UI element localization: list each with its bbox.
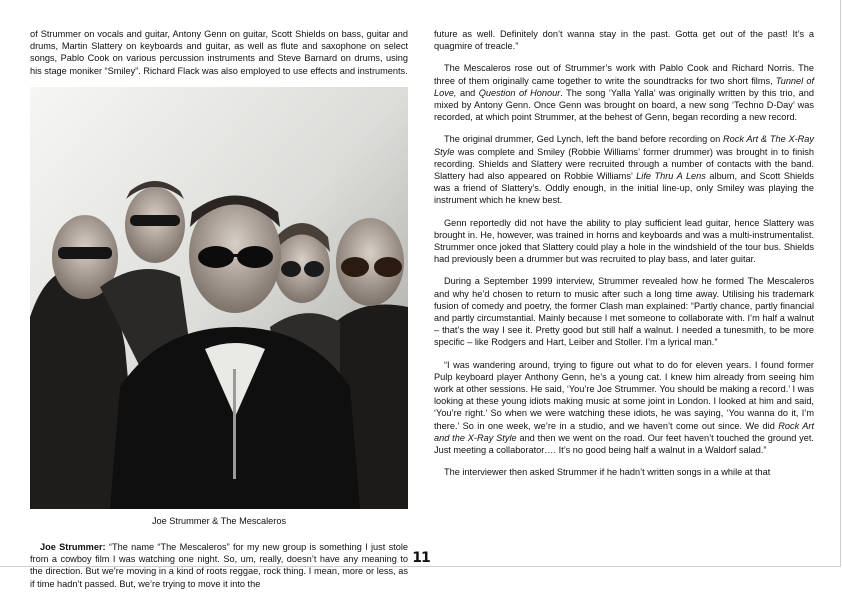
film-title-2: Question of Honour (478, 87, 561, 98)
paragraph-4: Genn reportedly did not have the ability to play sufficient lead guitar, hence Slattery was brought in. He, however, was trained in horns and keyboards and was a multi-instrumentalist. Strummer once joked that Slattery could play a hole in the windshield of the tour bus. Shields had previously been a drummer but was recruited to play bass, and later guitar. (434, 217, 814, 265)
paragraph-3-text-a: The original drummer, Ged Lynch, left the band before recording on (444, 134, 724, 145)
quote-text: “The name “The Mescaleros” for my new group is something I just stole from a cowboy film I was watching one night. So, um, really, doesn’t have any meaning to the direction. But we’re moving in a kind of roots reggae, rock thing. I mean, more or less, as if time hadn’t passed. But, we’re trying to move it into the (30, 542, 408, 589)
album-title-1: Rock Art & The X-Ray Style (434, 134, 814, 157)
paragraph-6-text-a: “I was wandering around, trying to figure out what to do for eleven years. I found former Pulp keyboard player Anthony Genn, he’s a young cat. I knew him already from seeing him work at other sessions. He said, ‘You’re Joe Strummer. You should be making a record.’ I was looking at these young idiots making music at some joint in London. I looked at him and said, ‘You’re right.’ So when we were watching these idiots, he was saying, ‘You wanna do it, I’m there.’ So in one week, we’re in a studio, and we haven’t come out since. We did (434, 359, 814, 431)
paragraph-6 (434, 359, 814, 457)
paragraph-2-text-b: and (456, 87, 479, 98)
band-photo (30, 87, 408, 509)
paragraph-6-text-b: and then we went on the road. Our feet haven’t touched the ground yet. Just meeting a collaborator…. It’s no good being half a walnut in a Waldorf salad.” (434, 432, 814, 456)
paragraph-2 (434, 62, 814, 123)
band-photo-illustration (30, 87, 408, 509)
quote-speaker: Joe Strummer: (40, 542, 106, 553)
paragraph-2-text-a: The Mescaleros rose out of Strummer’s work with Pablo Cook and Richard Norris. The three of them originally came together to write the soundtracks for two short films, (434, 63, 814, 86)
left-column (30, 28, 408, 600)
album-title-3: Rock Art and the X-Ray Style (434, 420, 814, 443)
paragraph-3 (434, 133, 814, 206)
photo-caption: Joe Strummer & The Mescaleros (151, 515, 287, 526)
paragraph-5: During a September 1999 interview, Strummer revealed how he formed The Mescaleros and why he’d chosen to return to music after such a long time away. Utilising his trademark fusion of comedy and poetry, the former Clash man explained: “Partly chance, partly financial and partly circumstantial. Mainly because I met someone to collaborate with. I’m half a walnut – that’s the way I see it. Pretty good but still half a walnut. I needed a tunesmith, to be more specific – like Rodgers and Hart, Leiber and Stoller. I’m a lyrical man.” (434, 276, 814, 348)
film-title-1: Tunnel of Love, (434, 75, 814, 98)
right-column (434, 28, 814, 489)
paragraph-3-text-c: album, and Scott Shields was a friend of Slattery’s. Oddly enough, in the initial line-up, only Smiley was playing the instrument which he knew best. (434, 171, 815, 206)
paragraph-7: The interviewer then asked Strummer if he hadn’t written songs in a while at that (444, 467, 771, 478)
paragraph-1: future as well. Definitely don’t wanna stay in the past. Gotta get out of the past! It’s a quagmire of treacle.” (434, 29, 814, 52)
album-title-2: Life Thru A Lens (636, 171, 706, 182)
intro-paragraph: of Strummer on vocals and guitar, Antony Genn on guitar, Scott Shields on bass, guitar and drums, Martin Slattery on keyboards and guitar, as well as flute and saxophone on select songs, Pablo Cook on various percussion instruments and Steve Barnard on drums, using his stage moniker “Smiley”. Richard Flack was also employed to use effects and instruments. (30, 29, 408, 76)
paragraph-3-text-b: was complete and Smiley (Robbie Williams’ former drummer) was brought in to finish recording. Shields and Slattery were recruited through a number of contacts with the band. Slattery had also appeared on Robbie Williams’ (434, 146, 814, 182)
page-number: 11 (412, 550, 430, 566)
paragraph-2-text-c: . The song ‘Yalla Yalla’ was originally written by this trio, and mixed by Antony Genn. Once Genn was brought on board, a new song ‘Techno D-Day’ was recorded, at which point Strummer, at the behest of Genn, began recording a new record. (434, 87, 814, 123)
